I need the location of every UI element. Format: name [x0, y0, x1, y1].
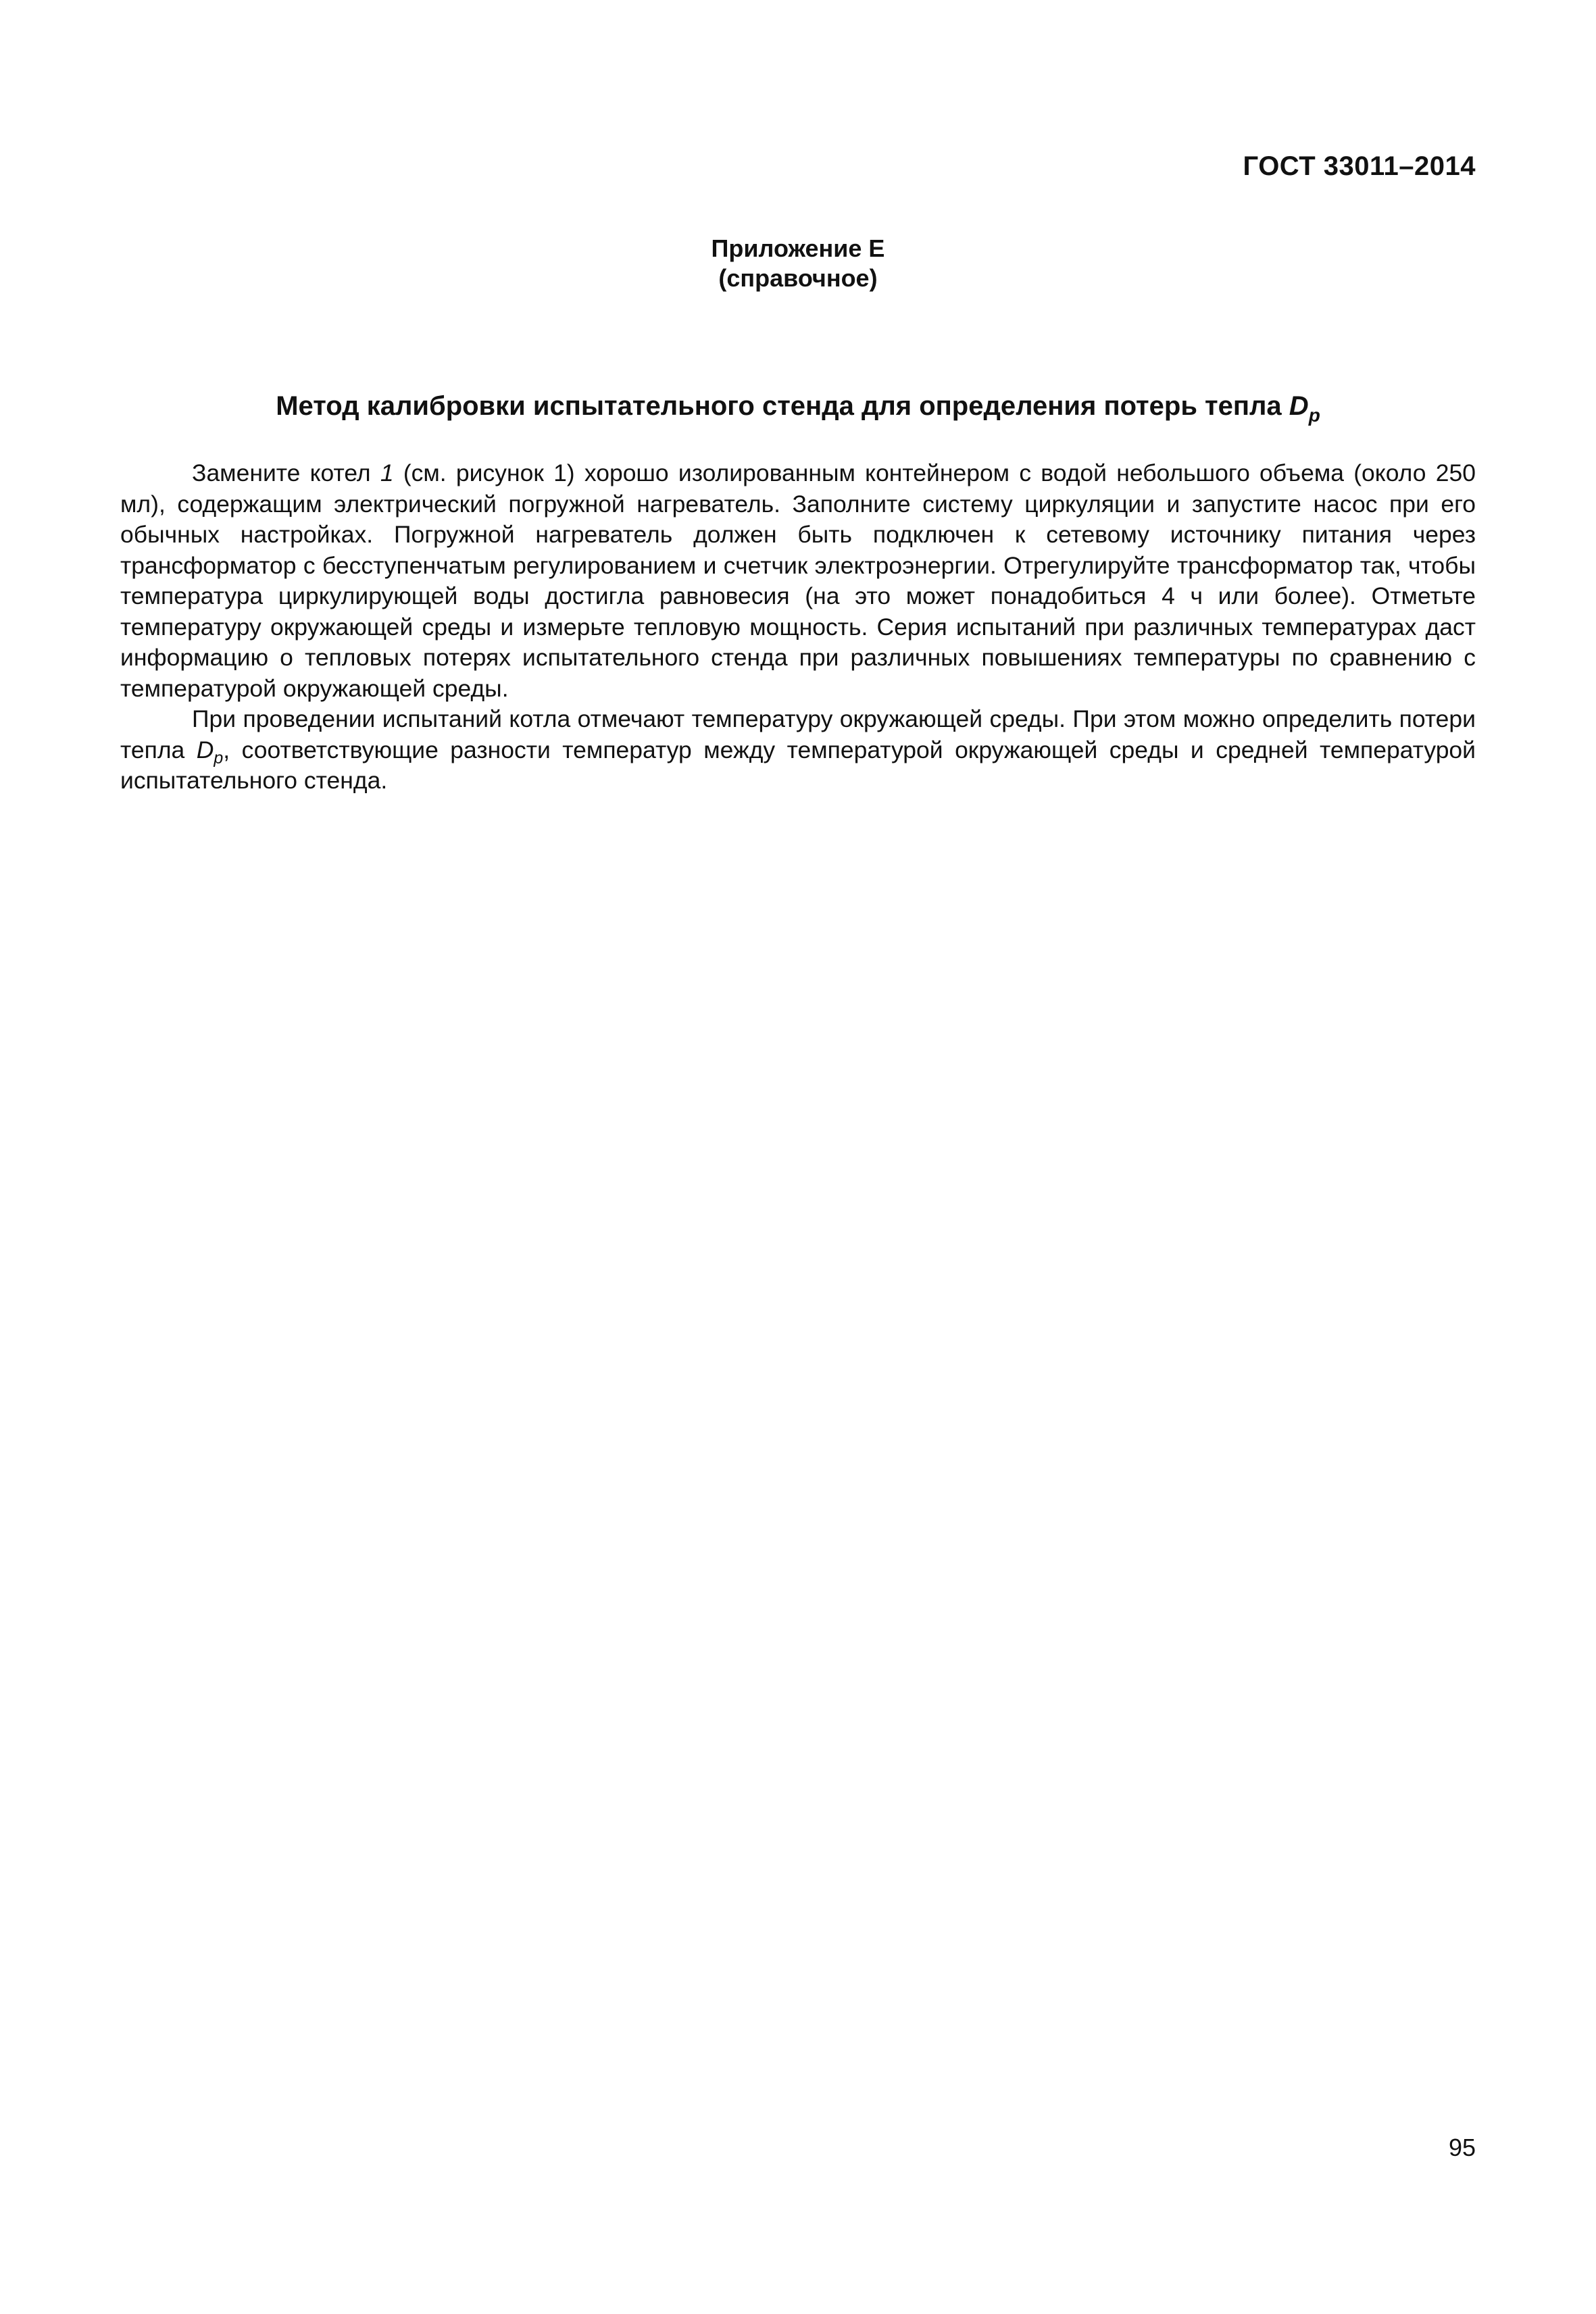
- paragraph-2-symbol-subscript: p: [214, 748, 224, 768]
- paragraph-2-part-b: , соответствующие разности температур между температурой окружающей среды и средней температурой испытательного стенда.: [120, 736, 1476, 794]
- page-number: 95: [1448, 2134, 1476, 2161]
- annex-label: Приложение Е: [711, 234, 885, 262]
- paragraph-1-part-a: Замените котел: [192, 459, 380, 486]
- annex-title-symbol-subscript: p: [1308, 405, 1320, 426]
- annex-title-text: Метод калибровки испытательного стенда для определения потерь тепла: [276, 391, 1289, 421]
- paragraph-2-symbol: D: [196, 736, 214, 763]
- paragraph-1-part-b: (см. рисунок 1) хорошо изолированным контейнером с водой небольшого объема (около 250 мл), содержащим электрический погружной нагреватель. Заполните систему циркуляции и запустите насос при его обычных настройках. Погружной нагреватель должен быть подключен к сетевому источнику питания через трансформатор с бесступенчатым регулированием и счетчик электроэнергии. Отрегулируйте трансформатор так, чтобы температура циркулирующей воды достигла равновесия (на это может понадобиться 4 ч или более). Отметьте температуру окружающей среды и измерьте тепловую мощность. Серия испытаний при различных температурах даст информацию о тепловых потерях испытательного стенда при различных повышениях температуры по сравнению с температурой окружающей среды.: [120, 459, 1476, 702]
- paragraph-1: [120, 458, 1476, 704]
- paragraph-2-part-a: При проведении испытаний котла отмечают температуру окружающей среды. При этом можно определить потери тепла: [120, 705, 1476, 763]
- paragraph-1-reference: 1: [380, 459, 394, 486]
- annex-title-symbol: D: [1289, 391, 1309, 421]
- annex-heading: [0, 234, 1596, 293]
- annex-title: [120, 388, 1476, 424]
- document-code: ГОСТ 33011–2014: [1243, 151, 1476, 181]
- paragraph-2: [120, 704, 1476, 797]
- annex-status: (справочное): [718, 264, 878, 292]
- annex-body: [120, 458, 1476, 797]
